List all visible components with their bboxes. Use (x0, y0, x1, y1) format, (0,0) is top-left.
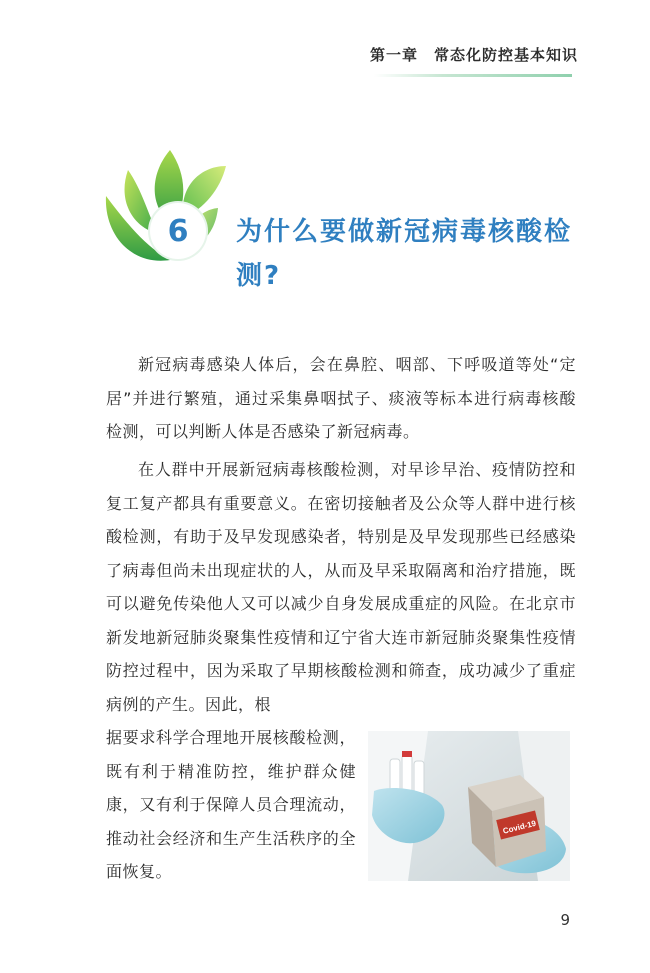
page-number: 9 (560, 911, 570, 929)
test-photo (368, 731, 570, 881)
chapter-title: 第一章 常态化防控基本知识 (369, 46, 578, 64)
section-number: 6 (167, 213, 189, 249)
paragraph-1: 新冠病毒感染人体后，会在鼻腔、咽部、下呼吸道等处“定居”并进行繁殖，通过采集鼻咽拭子、痰液等标本进行病毒核酸检测，可以判断人体是否感染了新冠病毒。 (106, 355, 576, 441)
section-title: 为什么要做新冠病毒核酸检测? (236, 217, 573, 291)
box-label: Covid-19 (501, 818, 537, 836)
header-divider (374, 74, 572, 77)
paragraph-2-main: 在人群中开展新冠病毒核酸检测，对早诊早治、疫情防控和复工复产都具有重要意义。在密切接触者及公众等人群中进行核酸检测，有助于及早发现感染者，特别是及早发现那些已经感染了病毒但尚未出现症状的人，从而及早采取隔离和治疗措施，既可以避免传染他人又可以减少自身发展成重症的风险。在北京市新发地新冠肺炎聚集性疫情和辽宁省大连市新冠肺炎聚集性疫情防控过程中，因为采取了早期核酸检测和筛查，成功减少了重症病例的产生。因此，根 (106, 460, 576, 714)
paragraph-2-tail: 据要求科学合理地开展核酸检测，既有利于精准防控，维护群众健康，又有利于保障人员合理流动，推动社会经济和生产生活秩序的全面恢复。 (106, 728, 356, 881)
section-number-badge (150, 203, 206, 259)
